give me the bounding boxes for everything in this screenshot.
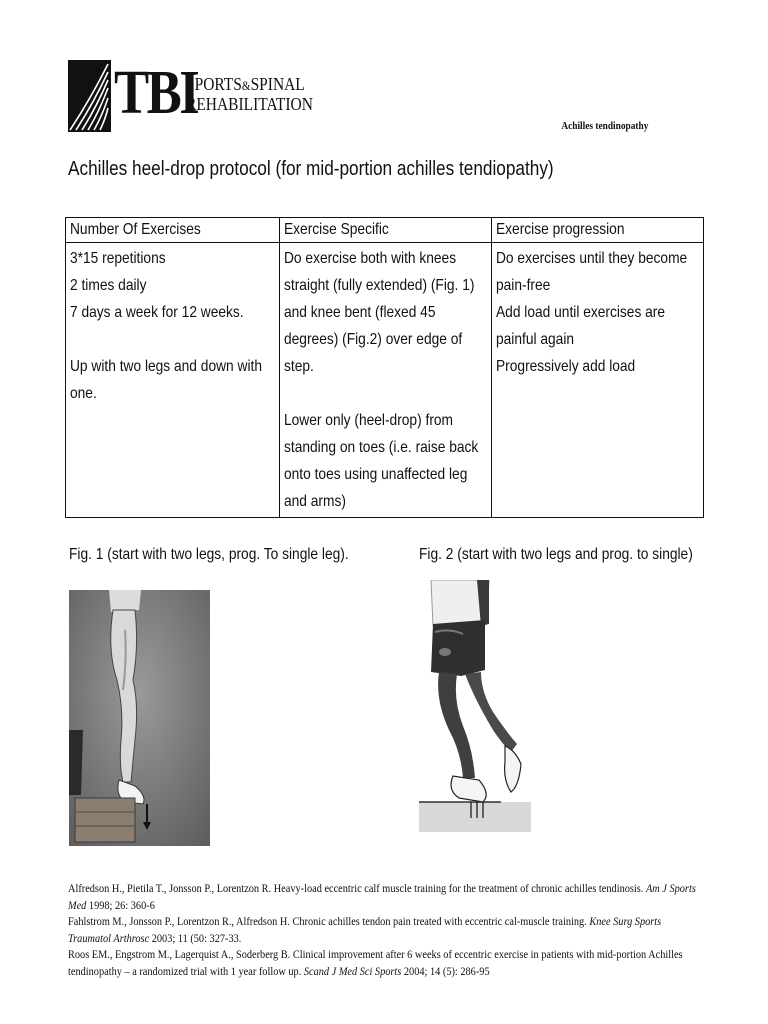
reference-item: Alfredson H., Pietila T., Jonsson P., Lorentzon R. Heavy-load eccentric calf muscle training for the treatment of chronic achilles tendinosis. Am J Sports Med 1998; 26: 360-6	[68, 881, 696, 912]
protocol-table	[65, 217, 704, 518]
logo-wordmark: TBI	[114, 59, 198, 127]
logo-line-2: REHABILITATION	[186, 94, 313, 114]
logo-emblem	[68, 60, 111, 132]
number-of-exercises-cell: 3*15 repetitions 2 times daily 7 days a week for 12 weeks. Up with two legs and down with one.	[66, 243, 280, 518]
column-header: Exercise progression	[492, 218, 704, 243]
exercise-progression-cell: Do exercises until they become pain-free Add load until exercises are painful again Progressively add load	[492, 243, 704, 518]
table-row	[66, 243, 704, 518]
figure-1-photo	[69, 590, 210, 846]
table-header-row	[66, 218, 704, 243]
header-topic: Achilles tendinopathy	[560, 120, 648, 132]
figure-2-photo	[419, 580, 531, 832]
column-header: Exercise Specific	[280, 218, 492, 243]
references	[68, 880, 704, 979]
page-title: Achilles heel-drop protocol (for mid-portion achilles tendiopathy)	[68, 158, 554, 180]
reference-item: Fahlstrom M., Jonsson P., Lorentzon R., Alfredson H. Chronic achilles tendon pain treated with eccentric cal-muscle training. Knee Surg Sports Traumatol Arthrosc 2003; 11 (50: 327-33.	[68, 914, 662, 945]
reference-item: Roos EM., Engstrom M., Lagerquist A., Soderberg B. Clinical improvement after 6 weeks of eccentric exercise in patients with mid-portion Achilles tendinopathy – a randomized trial with 1 year follow up. Scand J Med Sci Sports 2004; 14 (5): 286-95	[68, 947, 683, 978]
column-header: Number Of Exercises	[66, 218, 280, 243]
figure-2-caption: Fig. 2 (start with two legs and prog. to single)	[419, 546, 693, 563]
tbi-logo	[68, 59, 313, 132]
logo-line-1: SPORTS&SPINAL	[186, 74, 305, 94]
exercise-specific-cell: Do exercise both with knees straight (fully extended) (Fig. 1) and knee bent (flexed 45 degrees) (Fig.2) over edge of step. Lower only (heel-drop) from standing on toes (i.e. raise back onto toes using unaffected leg and arms)	[280, 243, 492, 518]
figure-1-caption: Fig. 1 (start with two legs, prog. To single leg).	[69, 546, 349, 563]
